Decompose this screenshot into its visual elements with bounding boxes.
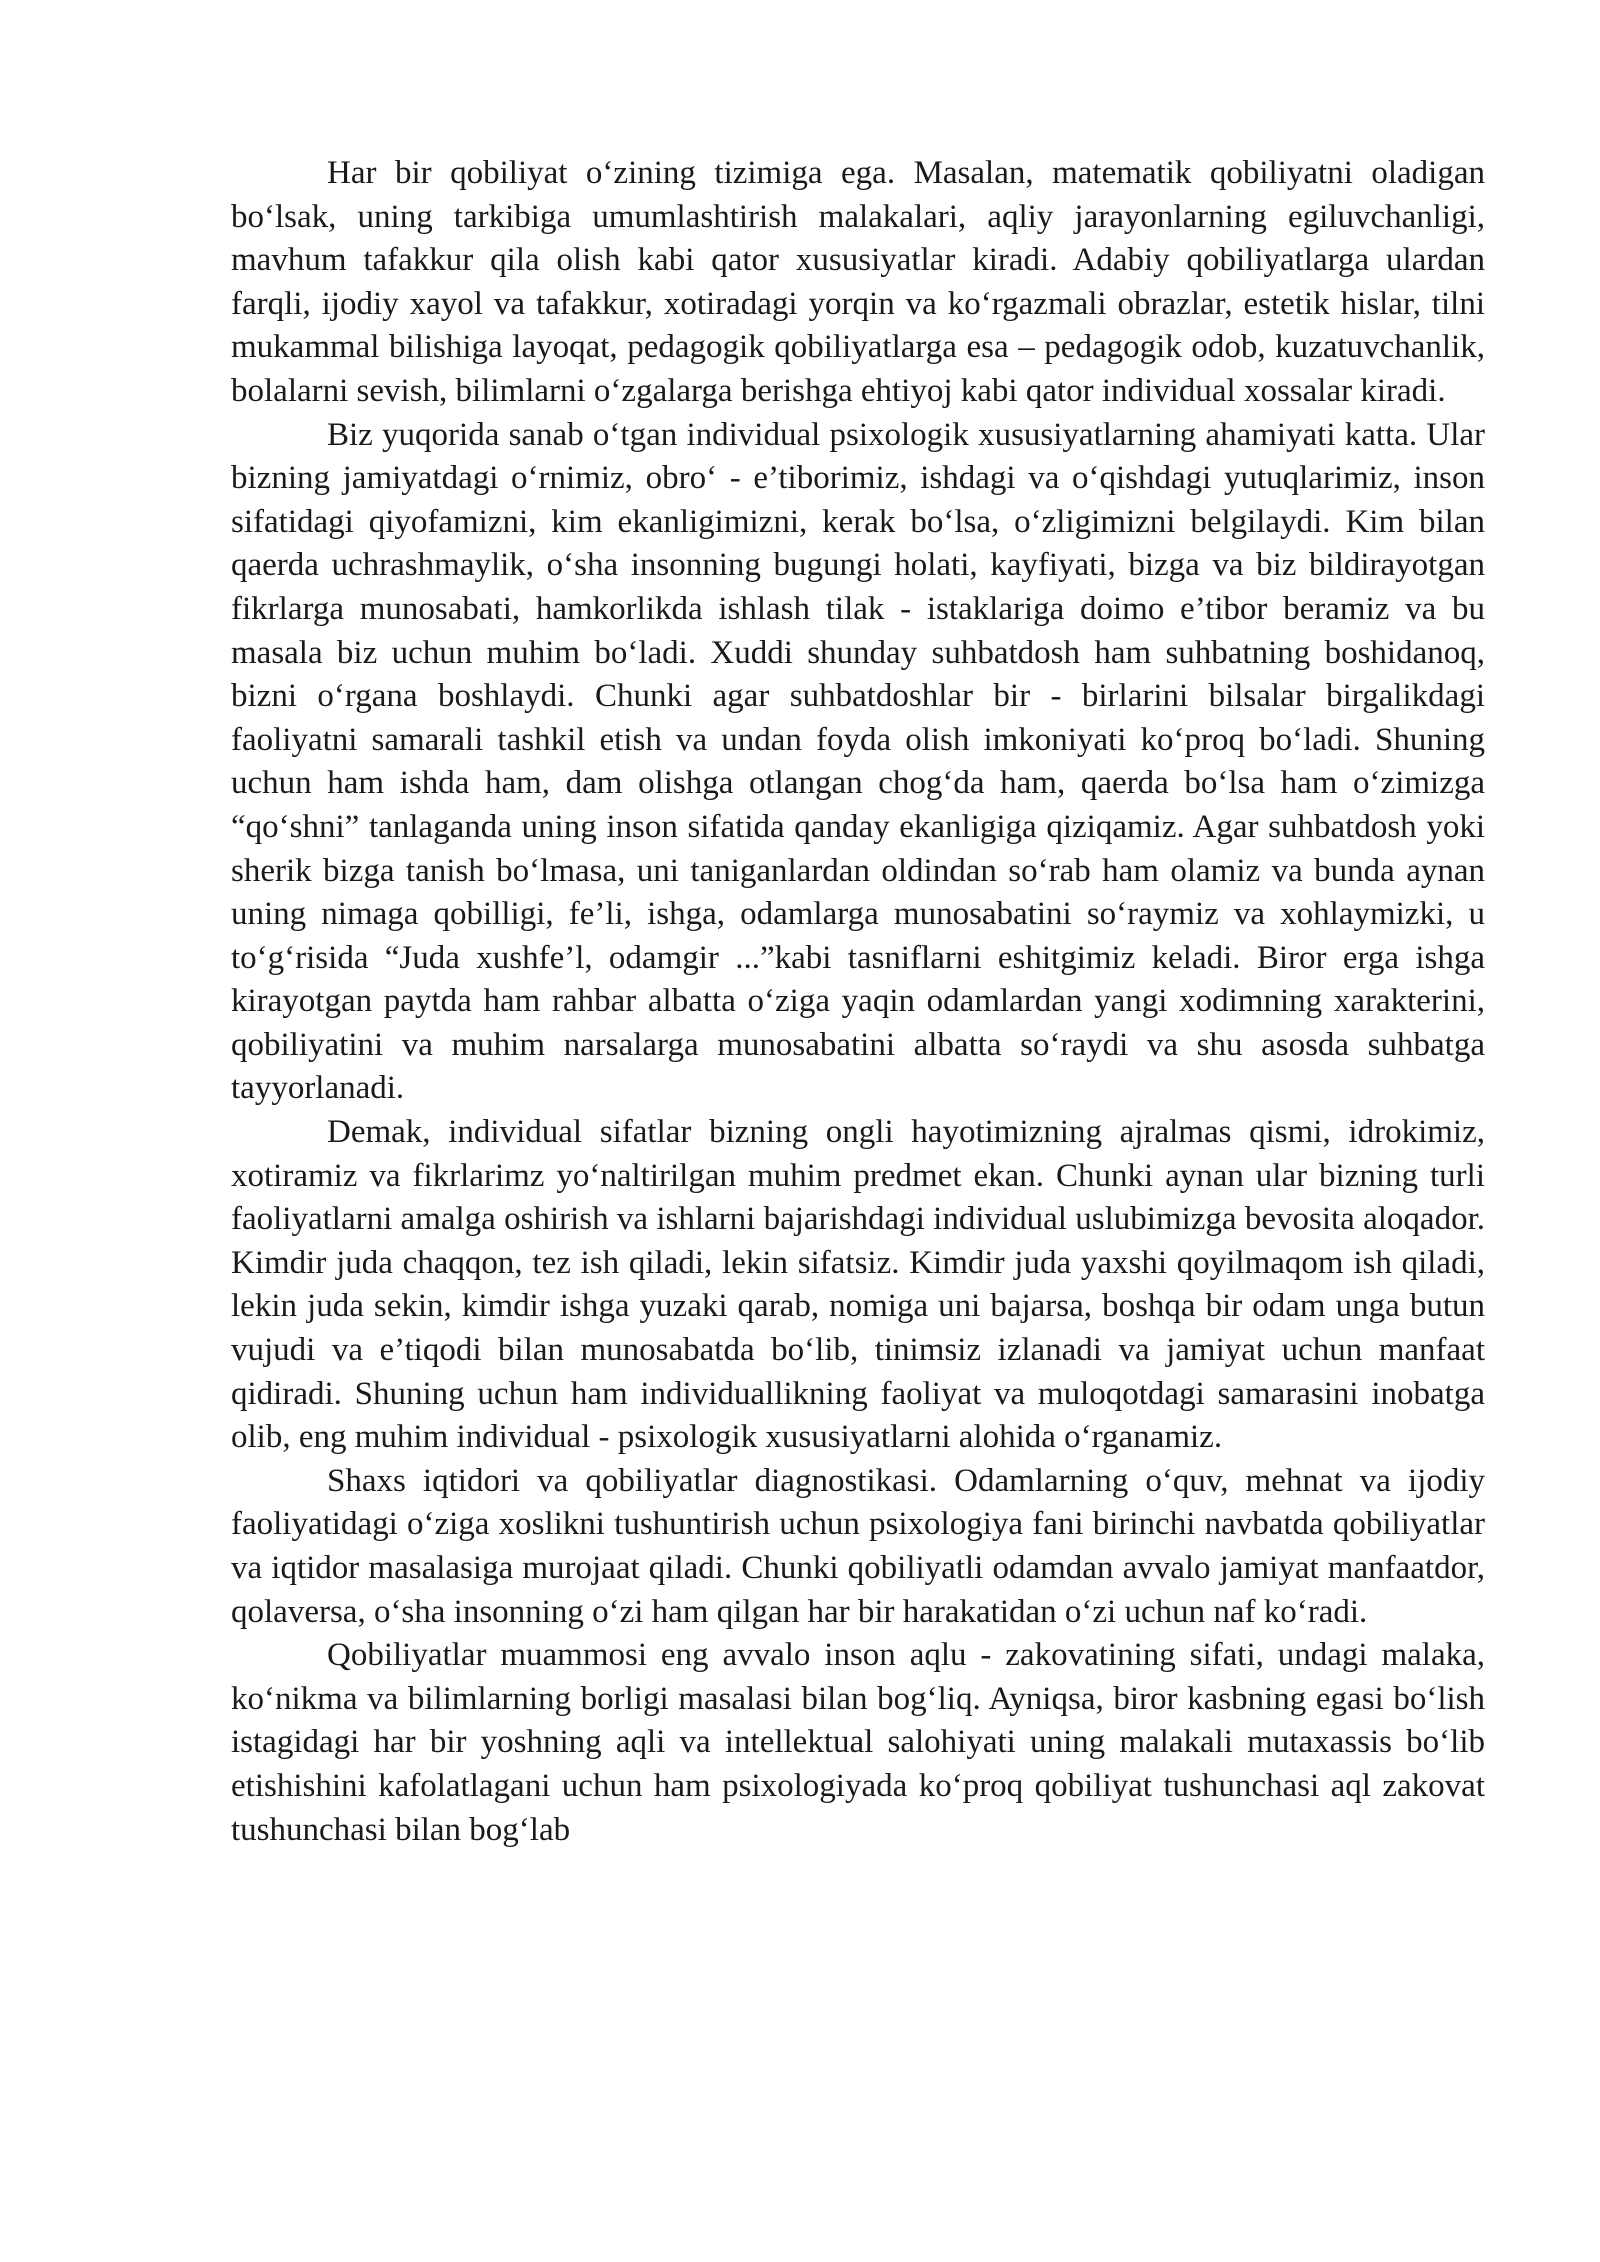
paragraph: Har bir qobiliyat o‘zining tizimiga ega. Masalan, matematik qobiliyatni oladigan bo‘lsak, uning tarkibiga umumlashtirish malakalari, aqliy jarayonlarning egiluvchanligi, mavhum tafakkur qila olish kabi qator xususiyatlar kiradi. Adabiy qobiliyatlarga ulardan farqli, ijodiy xayol va tafakkur, xotiradagi yorqin va ko‘rgazmali obrazlar, estetik hislar, tilni mukammal bilishiga layoqat, pedagogik qobiliyatlarga esa – pedagogik odob, kuzatuvchanlik, bolalarni sevish, bilimlarni o‘zgalarga berishga ehtiyoj kabi qator individual xossalar kiradi. [231,155,1485,409]
paragraph: Shaxs iqtidori va qobiliyatlar diagnostikasi. Odamlarning o‘quv, mehnat va ijodiy faoliyatidagi o‘ziga xoslikni tushuntirish uchun psixologiya fani birinchi navbatda qobiliyatlar va iqtidor masalasiga murojaat qiladi. Chunki qobiliyatli odamdan avvalo jamiyat manfaatdor, qolaversa, o‘sha insonning o‘zi ham qilgan har bir harakatidan o‘zi uchun naf ko‘radi. [231,1462,1485,1630]
paragraph: Biz yuqorida sanab o‘tgan individual psixologik xususiyatlarning ahamiyati katta. Ular bizning jamiyatdagi o‘rnimiz, obro‘ - e’tiborimiz, ishdagi va o‘qishdagi yutuqlarimiz, inson sifatidagi qiyofamizni, kim ekanligimizni, kerak bo‘lsa, o‘zligimizni belgilaydi. Kim bilan qaerda uchrashmaylik, o‘sha insonning bugungi holati, kayfiyati, bizga va biz bildirayotgan fikrlarga munosabati, hamkorlikda ishlash tilak - istaklariga doimo e’tibor beramiz va bu masala biz uchun muhim bo‘ladi. Xuddi shunday suhbatdosh ham suhbatning boshidanoq, bizni o‘rgana boshlaydi. Chunki agar suhbatdoshlar bir - birlarini bilsalar birgalikdagi faoliyatni samarali tashkil etish va undan foyda olish imkoniyati ko‘proq bo‘ladi. Shuning uchun ham ishda ham, dam olishga otlangan chog‘da ham, qaerda bo‘lsa ham o‘zimizga “qo‘shni” tanlaganda uning inson sifatida qanday ekanligiga qiziqamiz. Agar suhbatdosh yoki sherik bizga tanish bo‘lmasa, uni taniganlardan oldindan so‘rab ham olamiz va bunda aynan uning nimaga qobilligi, fe’li, ishga, odamlarga munosabatini so‘raymiz va xohlaymizki, u to‘g‘risida “Juda xushfe’l, odamgir ...”kabi tasniflarni eshitgimiz keladi. Biror erga ishga kirayotgan paytda ham rahbar albatta o‘ziga yaqin odamlardan yangi xodimning xarakterini, qobiliyatini va muhim narsalarga munosabatini albatta so‘raydi va shu asosda suhbatga tayyorlanadi. [231,416,1485,1107]
document-page [231,152,1485,1852]
paragraph: Demak, individual sifatlar bizning ongli hayotimizning ajralmas qismi, idrokimiz, xotiramiz va fikrlarimz yo‘naltirilgan muhim predmet ekan. Chunki aynan ular bizning turli faoliyatlarni amalga oshirish va ishlarni bajarishdagi individual uslubimizga bevosita aloqador. Kimdir juda chaqqon, tez ish qiladi, lekin sifatsiz. Kimdir juda yaxshi qoyilmaqom ish qiladi, lekin juda sekin, kimdir ishga yuzaki qarab, nomiga uni bajarsa, boshqa bir odam unga butun vujudi va e’tiqodi bilan munosabatda bo‘lib, tinimsiz izlanadi va jamiyat uchun manfaat qidiradi. Shuning uchun ham individuallikning faoliyat va muloqotdagi samarasini inobatga olib, eng muhim individual - psixologik xususiyatlarni alohida o‘rganamiz. [231,1114,1485,1456]
paragraph: Qobiliyatlar muammosi eng avvalo inson aqlu - zakovatining sifati, undagi malaka, ko‘nikma va bilimlarning borligi masalasi bilan bog‘liq. Ayniqsa, biror kasbning egasi bo‘lish istagidagi har bir yoshning aqli va intellektual salohiyati uning malakali mutaxassis bo‘lib etishishini kafolatlagani uchun ham psixologiyada ko‘proq qobiliyat tushunchasi aql zakovat tushunchasi bilan bog‘lab [231,1637,1485,1848]
